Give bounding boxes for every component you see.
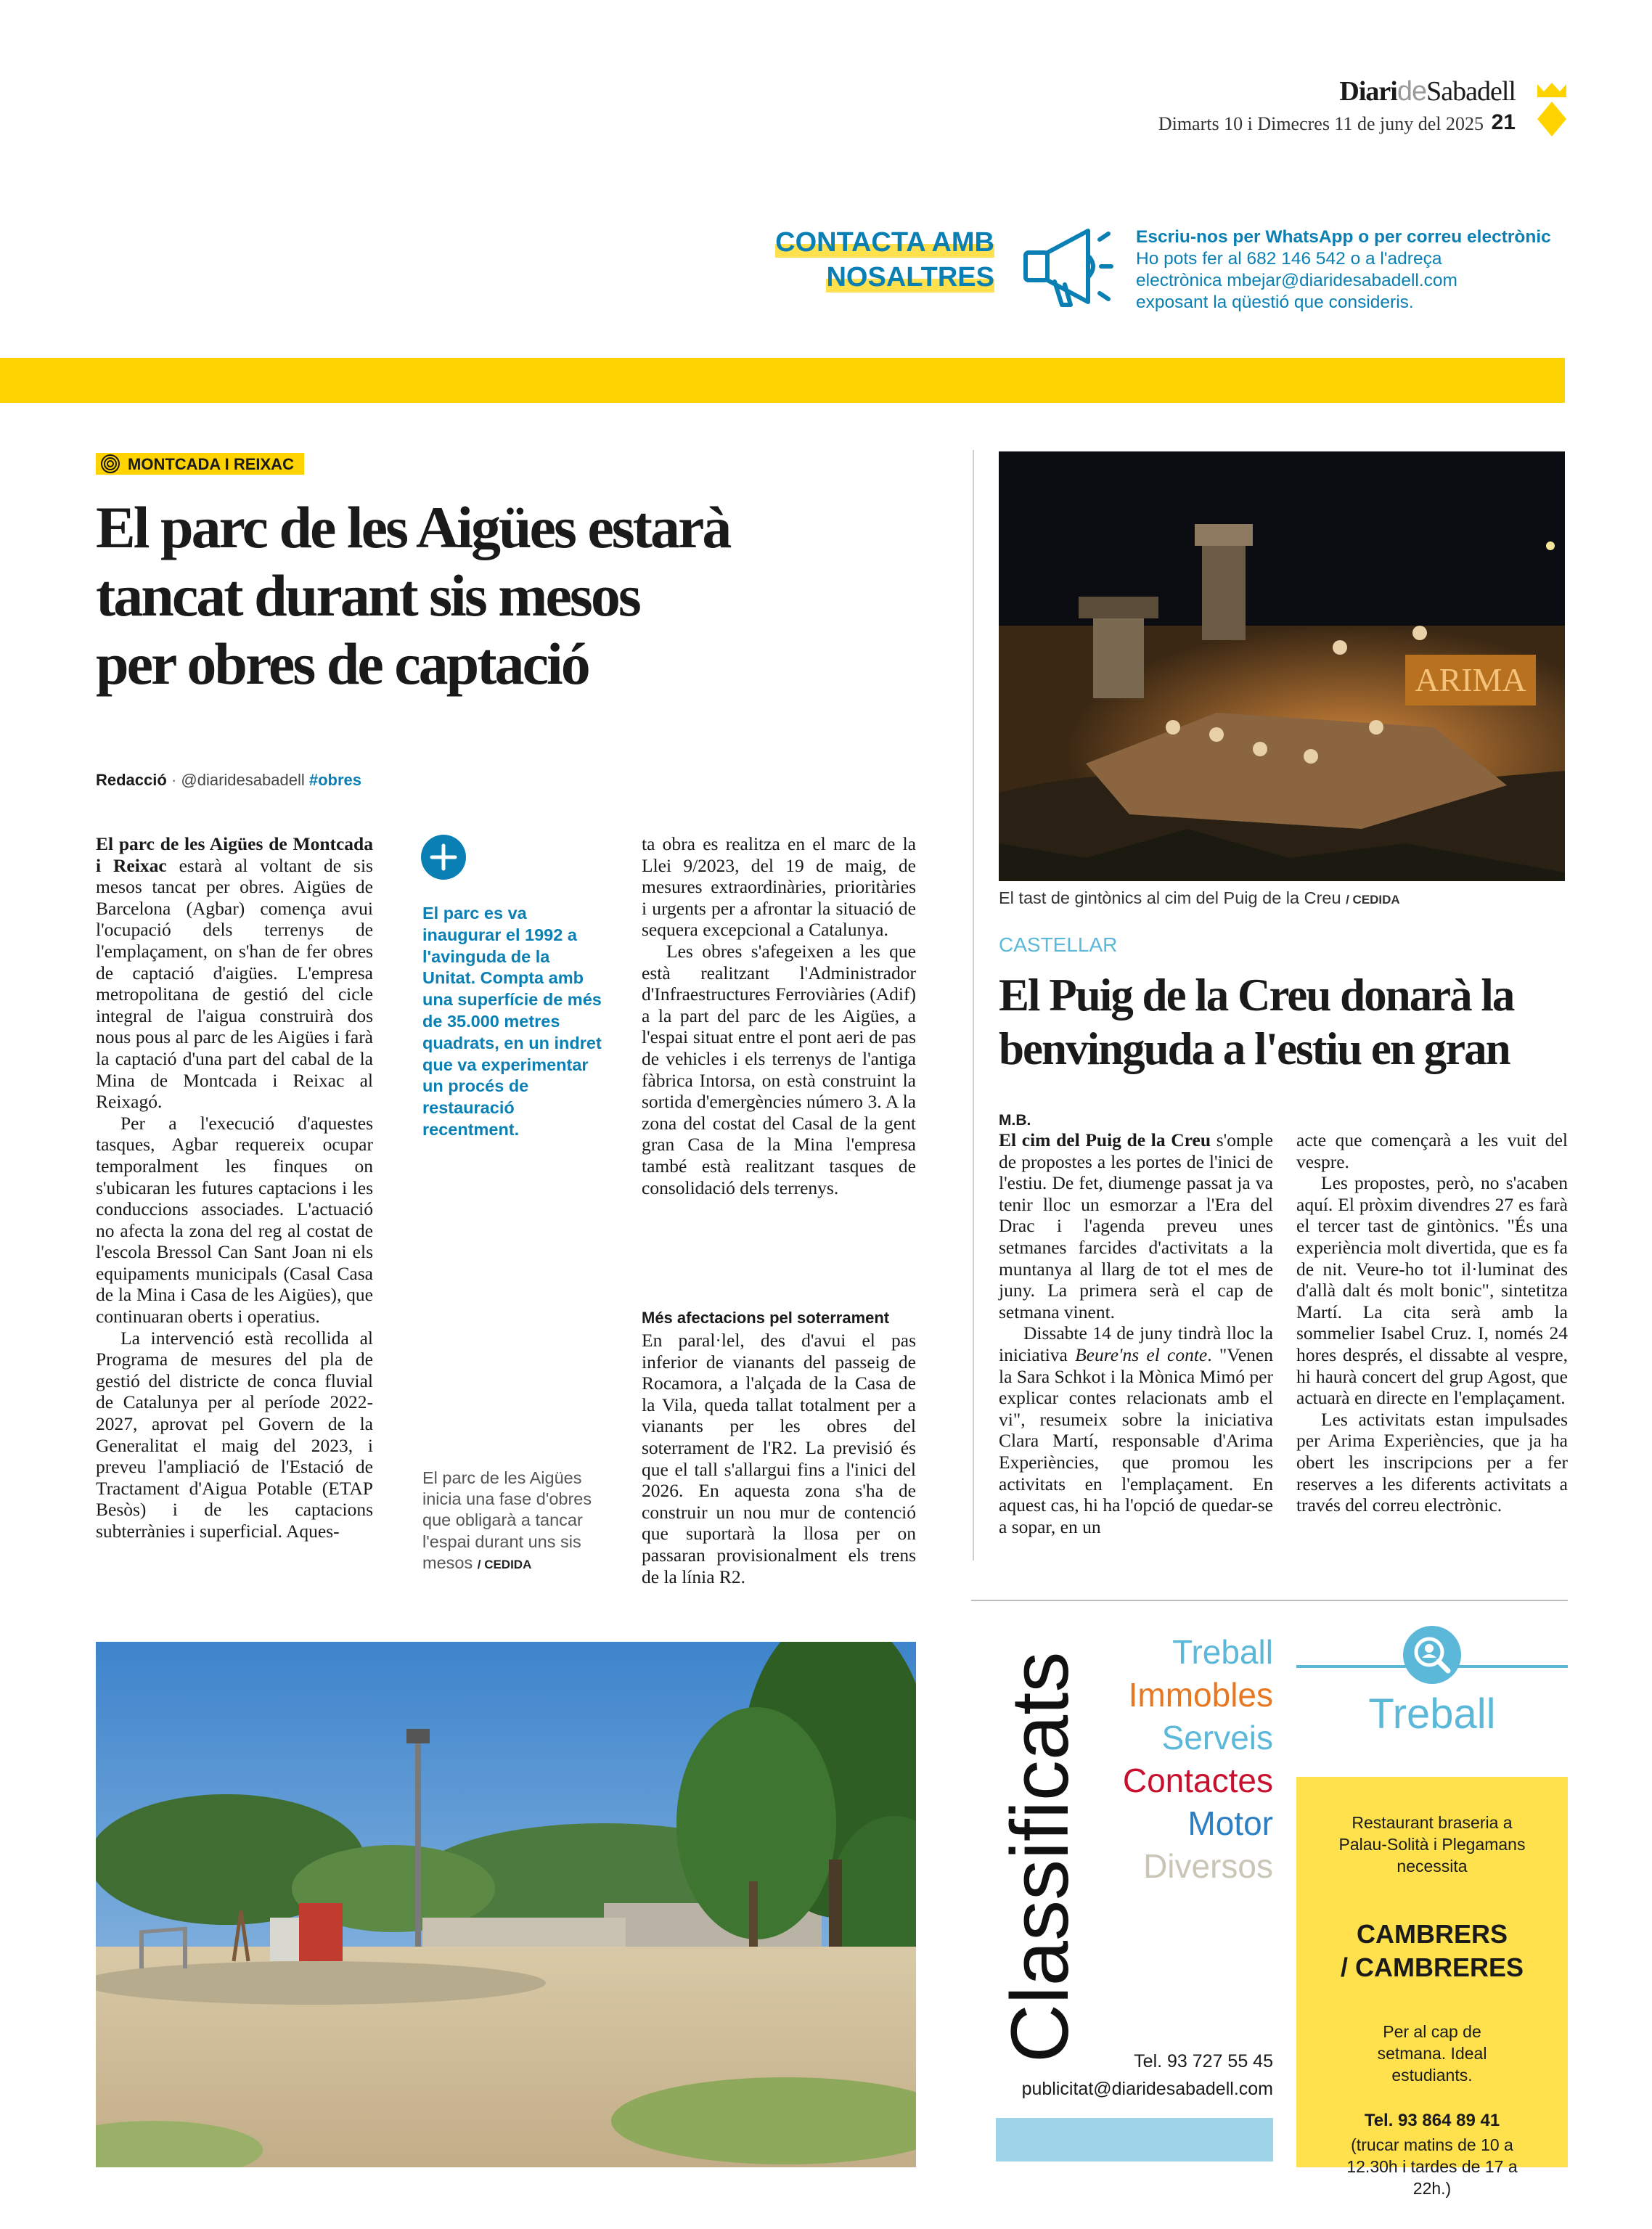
ad-intro: Restaurant braseria a Palau-Solità i Plegamans necessita <box>1338 1813 1526 1876</box>
category-immobles[interactable]: Immobles <box>1128 1676 1273 1714</box>
col3-p3: En paral·lel, des d'avui el pas inferior de vianants del passeig de Rocamora, a l'alçada de la Casa de la Vila, queda tallat totalment per a vianants per les obres del soterrament de l'R2. La previsió és que el tall s'allargui fins a l'inici del 2026. En aquesta zona s'ha de construir un nou mur de contenció que suportarà la llosa per on passaran provisionalment els trens de la línia R2. <box>642 1330 916 1587</box>
lead-in: El cim del Puig de la Creu <box>999 1129 1211 1150</box>
caption-text: El parc de les Aigües inicia una fase d'obres que obligarà a tancar l'espai durant uns sis mesos <box>422 1468 592 1572</box>
classifieds-categories <box>1067 1631 1273 1888</box>
col1-p2: Per a l'execució d'aquestes tasques, Agbar requereix ocupar temporalment les finques on s'ubicaran les futures captacions i les conduccions associades. L'actuació no afecta la zona del reg al costat de l'escola Bressol Can Sant Joan ni els equipaments municipals (Casal Casa de la Mina i Casa de les Aigües), que continuaran oberts i operatius. <box>96 1112 373 1328</box>
night-photo <box>999 451 1565 881</box>
headline-line1: El Puig de la Creu donarà la <box>999 970 1514 1021</box>
job-search-icon <box>1402 1624 1463 1685</box>
headline-line1: El parc de les Aigües estarà <box>96 494 730 560</box>
col1-p2-italic: Beure'ns el conte <box>1075 1343 1208 1365</box>
masthead <box>1339 75 1516 107</box>
lead-in: El parc de les Aigües de Montcada i Reixac <box>96 833 373 876</box>
target-icon <box>100 454 120 474</box>
treball-header-box <box>1296 1610 1568 1762</box>
byline-separator: · <box>171 771 181 789</box>
contact-heading <box>733 225 994 295</box>
classifieds-blue-bar <box>996 2118 1273 2161</box>
classifieds-vertical-title: Classificats <box>994 1651 1085 2063</box>
headline-line2: tancat durant sis mesos <box>96 563 639 629</box>
category-diversos[interactable]: Diversos <box>1143 1847 1273 1885</box>
article2-col1 <box>999 1129 1273 1537</box>
contact-bold: Escriu-nos per WhatsApp o per correu electrònic <box>1136 227 1551 247</box>
col1-p1: s'omple de propostes a les portes de l'inici de l'estiu. De fet, diumenge passat ja va tenir lloc un esmorzar a l'Era del Drac i l'agenda preveu unes setmanes farcides d'activitats a la muntanya al llarg de tot el mes de juny. La primera serà el cap de setmana vinent. <box>999 1129 1273 1322</box>
caption-text: El tast de gintònics al cim del Puig de la Creu <box>999 888 1341 907</box>
caption-credit: / CEDIDA <box>1346 893 1400 907</box>
classifieds-top-rule <box>971 1600 1568 1601</box>
classifieds-phone: Tel. 93 727 55 45 <box>1134 2051 1273 2071</box>
contact-heading-line1: CONTACTA AMB <box>775 227 994 258</box>
caption-credit: / CEDIDA <box>477 1557 532 1571</box>
plus-icon <box>421 835 466 880</box>
ad-title-line2: / CAMBRERES <box>1340 1952 1524 1982</box>
masthead-de: de <box>1397 76 1427 107</box>
article1-headline <box>96 494 931 698</box>
col2-p1: acte que començarà a les vuit del vespre. <box>1296 1129 1568 1172</box>
col1-p1: estarà al voltant de sis mesos tancat per obres. Aigües de Barcelona (Agbar) comença avui l'ocupació dels terrenys de l'emplaçament, on s'han de fer obres de captació d'aigües. L'empresa metropolitana de gestió del cicle integral de l'aigua construirà dos nous pous al parc de les Aigües i farà la captació d'una part del cabal de la Mina de Montcada i Reixac al Reixagó. <box>96 854 373 1113</box>
sidebar-fact: El parc es va inaugurar el 1992 a l'avinguda de la Unitat. Compta amb una superfície de més de 35.000 metres quadrats, en un indret que va experimentar un procés de restauració recentment. <box>422 904 602 1139</box>
contact-text <box>1136 226 1551 314</box>
category-motor[interactable]: Motor <box>1187 1804 1273 1842</box>
contact-line3: exposant la qüestió que consideris. <box>1136 293 1414 312</box>
park-photo <box>96 1642 916 2167</box>
col3-p2: Les obres s'afegeixen a les que està realitzant l'Administrador d'Infraestructures Ferroviàries (Adif) a la part del parc de les Aigües, a l'espai situat entre el pont aeri de pas de vehicles i els terrenys de l'antiga fàbrica Intorsa, on està construint la sortida d'emergències número 3. A la zona del costat del Casal de la gent gran Casa de la Mina l'empresa també està realitzant tasques de consolidació dels terrenys. <box>642 940 916 1198</box>
crown-logo-icon <box>1536 81 1568 138</box>
byline-author: Redacció <box>96 771 167 789</box>
byline <box>96 771 361 790</box>
col1-p3: La intervenció està recollida al Programa de mesures del pla de gestió del districte de conca fluvial de Catalunya per al període 2022-2027, aprovat pel Govern de la Generalitat el maig del 2023, i preveu l'ampliació de l'Estació de Tractament d'Aigua Potable (ETAP Besòs) i de les captacions subterrànies i superficial. Aques- <box>96 1327 373 1542</box>
article1-col3 <box>642 833 916 1198</box>
col3-p1: ta obra es realitza en el marc de la Llei 9/2023, del 19 de maig, de mesures extraordinàries, prioritàries i urgents per a afrontar la situació de sequera excepcional a Catalunya. <box>642 833 916 941</box>
section-tag-montcada <box>96 453 304 475</box>
headline-line3: per obres de captació <box>96 631 589 697</box>
photo-caption-puig <box>999 888 1400 908</box>
col2-p3: Les activitats estan impulsades per Arima Experiències, que ja ha obert les inscripcions per a fer reserves a les diferents activitats a través del correu electrònic. <box>1296 1408 1568 1516</box>
col2-p2: Les propostes, però, no s'acaben aquí. El pròxim divendres 27 es farà el tercer tast de gintònics. "És una experiència molt divertida, que es fa de nit. Veure-ho tot il·luminat des d'allà dalt és molt bonic", sintetitza Martí. La cita serà amb la sommelier Isabel Cruz. I, només 24 hores després, el dissabte al vespre, hi haurà concert del grup Agost, que actuarà en directe en l'emplaçament. <box>1296 1172 1568 1409</box>
byline-handle[interactable]: @diaridesabadell <box>181 771 305 789</box>
issue-date: Dimarts 10 i Dimecres 11 de juny del 2025 <box>1158 113 1484 134</box>
vertical-rule <box>973 450 974 1561</box>
ad-title <box>1296 1918 1568 1984</box>
masthead-diari: Diari <box>1339 76 1397 107</box>
contact-heading-line2: NOSALTRES <box>826 262 994 293</box>
ad-title-line1: CAMBRERS <box>1356 1919 1508 1949</box>
contact-line1: Ho pots fer al 682 146 542 o a l'adreça <box>1136 249 1442 269</box>
section-label-castellar: CASTELLAR <box>999 933 1118 956</box>
treball-title: Treball <box>1368 1690 1496 1738</box>
page-number: 21 <box>1491 110 1516 134</box>
ad-conditions: Per al cap de setmana. Ideal estudiants. <box>1377 2022 1487 2085</box>
yellow-band <box>0 358 1565 403</box>
article2-headline <box>999 968 1572 1076</box>
article2-col2 <box>1296 1129 1568 1516</box>
article1-col3b <box>642 1330 916 1587</box>
photo-sign-text: ARIMA <box>1415 661 1526 698</box>
article2-author: M.B. <box>999 1112 1031 1129</box>
megaphone-icon <box>1020 224 1114 311</box>
category-contactes[interactable]: Contactes <box>1122 1762 1273 1799</box>
contact-line2[interactable]: electrònica mbejar@diaridesabadell.com <box>1136 271 1457 290</box>
byline-tag[interactable]: #obres <box>308 771 362 789</box>
headline-line2: benvinguda a l'estiu en gran <box>999 1023 1510 1074</box>
col1-p2a: Dissabte 14 de juny tindrà lloc la iniciativa <box>999 1322 1273 1365</box>
ad-hours: (trucar matins de 10 a 12.30h i tardes de 17 a 22h.) <box>1346 2135 1518 2198</box>
category-serveis[interactable]: Serveis <box>1161 1719 1273 1756</box>
job-ad[interactable] <box>1296 1777 1568 2198</box>
col1-p2b: . "Venen la Sara Schkot i la Mònica Mimó per explicar contes relacionats amb el vi", resumeix sobre la iniciativa Clara Martí, responsable d'Arima Experiències, que promou les activitats en l'emplaçament. En aquest cas, hi ha l'opció de quedar-se a sopar, en un <box>999 1343 1273 1537</box>
section-label: MONTCADA I REIXAC <box>128 455 294 473</box>
category-treball[interactable]: Treball <box>1172 1633 1273 1671</box>
photo-caption-parc <box>422 1468 602 1575</box>
subhead: Més afectacions pel soterrament <box>642 1309 890 1327</box>
classifieds-email[interactable]: publicitat@diaridesabadell.com <box>1021 2079 1273 2099</box>
masthead-sabadell: Sabadell <box>1426 76 1516 107</box>
article1-col1 <box>96 833 373 1542</box>
ad-phone: Tel. 93 864 89 41 <box>1364 2111 1500 2130</box>
